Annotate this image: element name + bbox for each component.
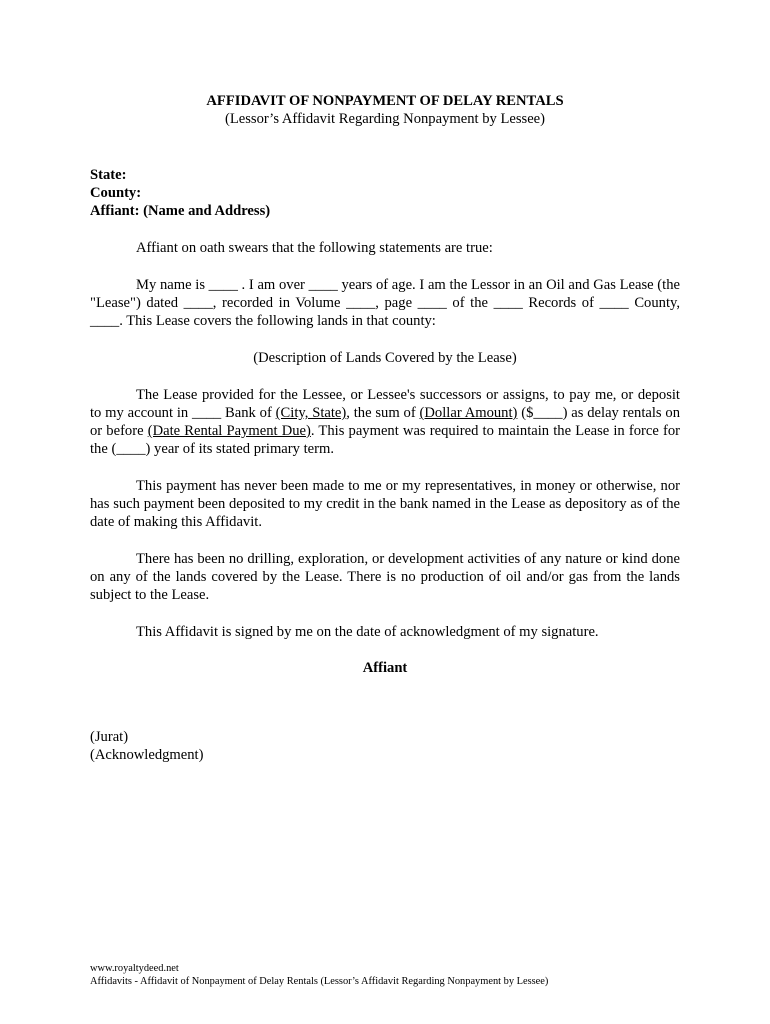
- affiant-field-label: Affiant: (Name and Address): [90, 203, 271, 219]
- state-field-label: State:: [90, 167, 127, 183]
- lease-payment-text-5: . This payment was required to maintain the Lease in force for the (: [90, 423, 680, 457]
- dollar-amount-placeholder: (Dollar Amount): [419, 405, 518, 421]
- lease-payment-paragraph: [90, 386, 680, 458]
- county-field-label: County:: [90, 185, 142, 201]
- footer-caption: Affidavits - Affidavit of Nonpayment of Delay Rentals (Lessor’s Affidavit Regarding Nonpayment by Lessee): [90, 976, 549, 987]
- acknowledgment-label: (Acknowledgment): [90, 747, 204, 763]
- jurat-label: (Jurat): [90, 729, 129, 745]
- header-fields: [90, 166, 680, 220]
- lease-payment-text-3: (: [517, 405, 527, 421]
- dollar-blank: $____: [526, 405, 563, 421]
- lease-payment-text-4: ) as delay rentals on or before: [90, 405, 681, 439]
- jurat-block: [90, 728, 680, 764]
- due-date-placeholder: (Date Rental Payment Due): [147, 423, 311, 439]
- page-footer: [90, 962, 548, 988]
- lease-payment-text-2: , the sum of: [346, 405, 420, 421]
- lands-description-placeholder: (Description of Lands Covered by the Lease): [253, 350, 517, 366]
- no-drilling-paragraph: There has been no drilling, exploration, or development activities of any nature or kind done on any of the lands covered by the Lease. There is no production of oil and/or gas from the lands subject to the Lease.: [90, 551, 680, 603]
- lease-payment-text-1: The Lease provided for the Lessee, or Lessee's successors or assigns, to pay me, or deposit to my account in ____ Bank of: [90, 387, 680, 421]
- signature-date-paragraph: This Affidavit is signed by me on the date of acknowledgment of my signature.: [136, 624, 599, 640]
- year-blank: ____: [116, 441, 146, 457]
- affiant-signature-label: Affiant: [362, 660, 408, 676]
- intro-paragraph: Affiant on oath swears that the following statements are true:: [136, 240, 493, 256]
- lease-payment-text-6: ) year of its stated primary term.: [145, 441, 334, 457]
- footer-url: www.royaltydeed.net: [90, 963, 179, 974]
- nonpayment-paragraph: This payment has never been made to me or my representatives, in money or otherwise, nor has such payment been deposited to my credit in the bank named in the Lease as depository as of the date of making this Affidavit.: [90, 478, 680, 530]
- document-title: AFFIDAVIT OF NONPAYMENT OF DELAY RENTALS: [206, 93, 564, 109]
- document-subtitle: (Lessor’s Affidavit Regarding Nonpayment by Lessee): [224, 111, 546, 127]
- name-age-paragraph: My name is ____ . I am over ____ years of age. I am the Lessor in an Oil and Gas Lease (the "Lease") dated ____, recorded in Volume ____, page ____ of the ____ Records of ____ County, ____. This Lease covers the following lands in that county:: [90, 277, 680, 329]
- city-state-placeholder: (City, State): [275, 405, 347, 421]
